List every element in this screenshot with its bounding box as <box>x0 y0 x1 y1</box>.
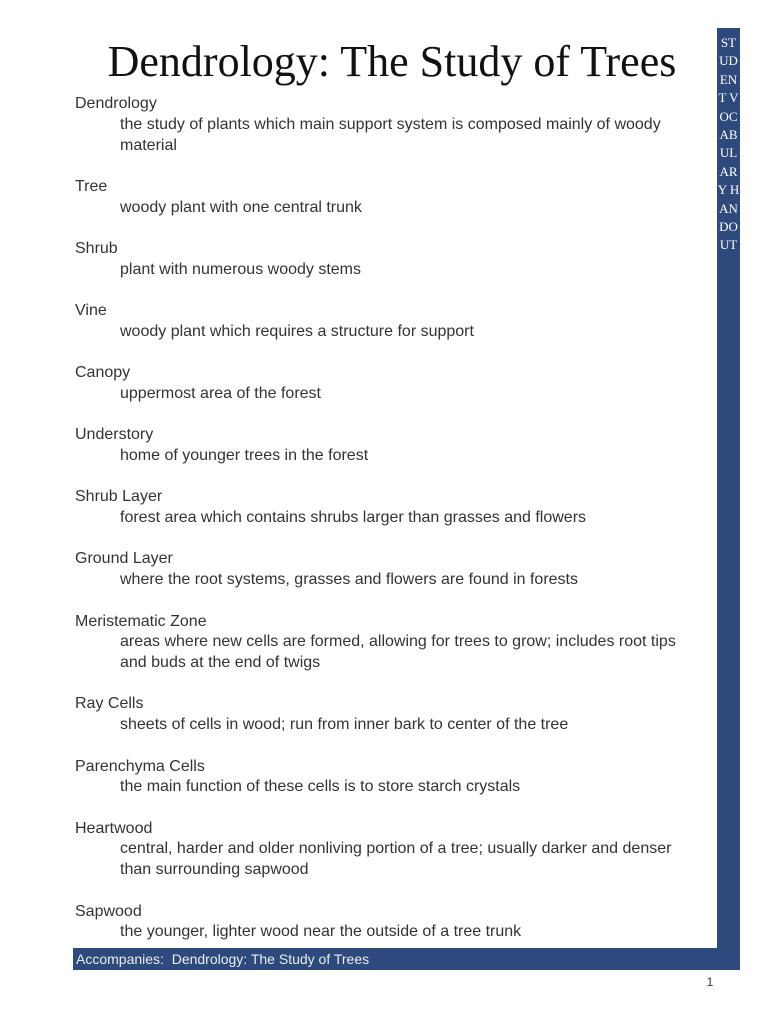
term-meristematic-zone: Meristematic Zone <box>75 612 207 630</box>
term-dendrology: Dendrology <box>75 95 157 112</box>
term-shrub: Shrub <box>75 239 118 257</box>
list-item <box>75 819 705 881</box>
page-title: Dendrology: The Study of Trees <box>107 37 677 86</box>
term-shrub-layer: Shrub Layer <box>75 488 163 506</box>
list-item <box>75 239 705 281</box>
definition-dendrology: the study of plants which main support system is composed mainly of woody material <box>120 115 661 154</box>
list-item <box>75 757 705 799</box>
definition-sapwood: the younger, lighter wood near the outside of a tree trunk <box>120 923 522 941</box>
list-item <box>75 177 705 219</box>
definition-vine: woody plant which requires a structure for support <box>120 322 474 340</box>
list-item <box>75 612 705 674</box>
definition-understory: home of younger trees in the forest <box>120 447 369 465</box>
definition-heartwood: central, harder and older nonliving portion of a tree; usually darker and denser than surrounding sapwood <box>120 840 672 879</box>
list-item <box>75 363 705 405</box>
term-ground-layer: Ground Layer <box>75 550 173 568</box>
vocabulary-list <box>75 94 705 964</box>
definition-shrub-layer: forest area which contains shrubs larger than grasses and flowers <box>120 509 587 527</box>
page-number: 1 <box>706 975 714 989</box>
definition-ray-cells: sheets of cells in wood; run from inner bark to center of the tree <box>120 716 569 734</box>
term-sapwood: Sapwood <box>75 902 142 920</box>
list-item <box>75 94 705 156</box>
definition-parenchyma-cells: the main function of these cells is to store starch crystals <box>120 778 521 796</box>
term-vine: Vine <box>75 302 107 320</box>
list-item <box>75 487 705 529</box>
definition-ground-layer: where the root systems, grasses and flowers are found in forests <box>120 571 578 589</box>
term-tree: Tree <box>75 177 108 195</box>
definition-meristematic-zone: areas where new cells are formed, allowing for trees to grow; includes root tips and buds at the end of twigs <box>120 633 676 672</box>
term-heartwood: Heartwood <box>75 819 153 837</box>
side-banner-label: STUDENT VOCABULARY HANDOUT <box>717 35 740 253</box>
term-understory: Understory <box>75 426 154 444</box>
definition-canopy: uppermost area of the forest <box>120 384 321 402</box>
list-item <box>75 549 705 591</box>
definition-tree: woody plant with one central trunk <box>120 198 362 216</box>
term-canopy: Canopy <box>75 364 131 382</box>
list-item <box>75 902 705 944</box>
term-ray-cells: Ray Cells <box>75 695 144 713</box>
term-parenchyma-cells: Parenchyma Cells <box>75 757 205 775</box>
list-item <box>75 694 705 736</box>
list-item <box>75 425 705 467</box>
list-item <box>75 301 705 343</box>
definition-shrub: plant with numerous woody stems <box>120 260 361 278</box>
footer-caption: Accompanies: Dendrology: The Study of Trees <box>76 951 370 967</box>
